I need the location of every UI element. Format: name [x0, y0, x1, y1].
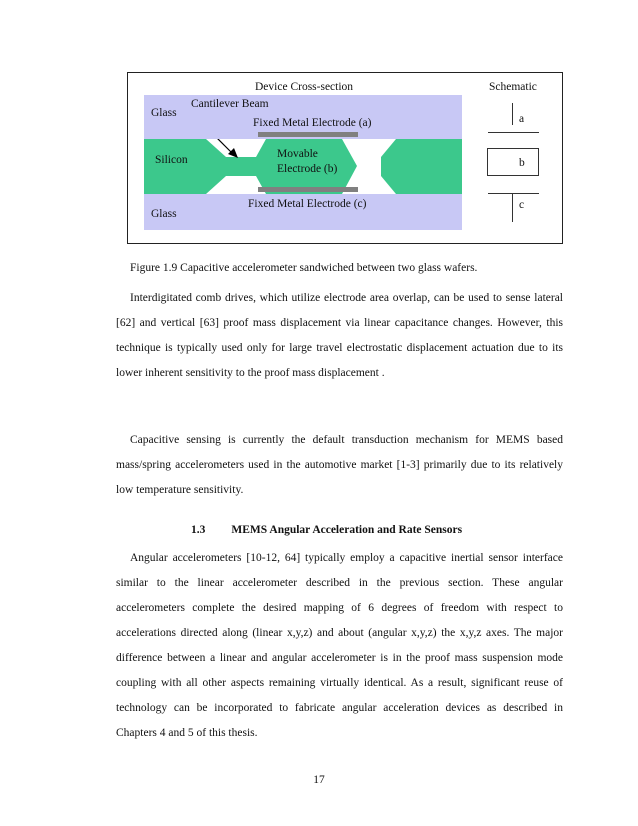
fixed-electrode-c — [258, 187, 358, 192]
section-heading — [191, 524, 462, 536]
fixed-electrode-a — [258, 132, 358, 137]
figure-caption: Figure 1.9 Capacitive accelerometer sandwiched between two glass wafers. — [130, 262, 478, 274]
section-title: MEMS Angular Acceleration and Rate Sensors — [231, 524, 463, 536]
paragraph-angular-accelerometers: Angular accelerometers [10-12, 64] typically employ a capacitive inertial sensor interface similar to the linear accelerometer described in the previous section. These angular accelerometers complete the desired mapping of 6 degrees of freedom with respect to accelerations directed along (linear x,y,z) and about (angular x,y,z) the x,y,z axes. The major difference between a linear and angular accelerometer is in the proof mass suspension mode coupling with all other aspects remaining virtually identical. As a result, significant reuse of technology can be incorporated to fabricate angular acceleration devices as described in Chapters 4 and 5 of this thesis. — [116, 552, 563, 739]
label-fixed-electrode-c: Fixed Metal Electrode (c) — [248, 198, 367, 210]
page-number: 17 — [313, 774, 325, 786]
schematic-mass-b — [487, 148, 539, 176]
label-glass-top: Glass — [151, 107, 177, 119]
cantilever-pointer-arrowhead — [228, 148, 238, 158]
schematic-wire-c — [512, 194, 513, 222]
label-silicon: Silicon — [155, 154, 188, 166]
schematic-wire-a — [512, 103, 513, 125]
paragraph-capacitive-sensing: Capacitive sensing is currently the default transduction mechanism for MEMS based mass/spring accelerometers used in the automotive market [1-3] primarily due to its relatively low temperature sensitivity. — [116, 434, 563, 496]
schematic-title: Schematic — [489, 81, 537, 93]
schematic-plate-a — [488, 132, 539, 133]
schematic-label-c: c — [519, 199, 525, 211]
schematic-label-a: a — [519, 113, 525, 125]
schematic-plate-c — [488, 193, 539, 194]
label-glass-bottom: Glass — [151, 208, 177, 220]
label-cantilever-beam: Cantilever Beam — [191, 98, 269, 110]
label-movable-line2: Electrode (b) — [277, 163, 338, 175]
label-movable-line1: Movable — [277, 148, 318, 160]
paragraph-comb-drives: Interdigitated comb drives, which utilize electrode area overlap, can be used to sense lateral [62] and vertical [63] proof mass displacement via linear capacitance changes. However, this technique is typically used only for large travel electrostatic displacement actuation due to its lower inherent sensitivity to the proof mass displacement . — [116, 292, 563, 379]
section-number: 1.3 — [191, 524, 206, 536]
label-fixed-electrode-a: Fixed Metal Electrode (a) — [253, 117, 372, 129]
silicon-left-anchor — [144, 139, 226, 194]
cross-section-title: Device Cross-section — [255, 81, 354, 93]
schematic-label-b: b — [519, 157, 525, 169]
silicon-right-anchor — [381, 139, 462, 194]
